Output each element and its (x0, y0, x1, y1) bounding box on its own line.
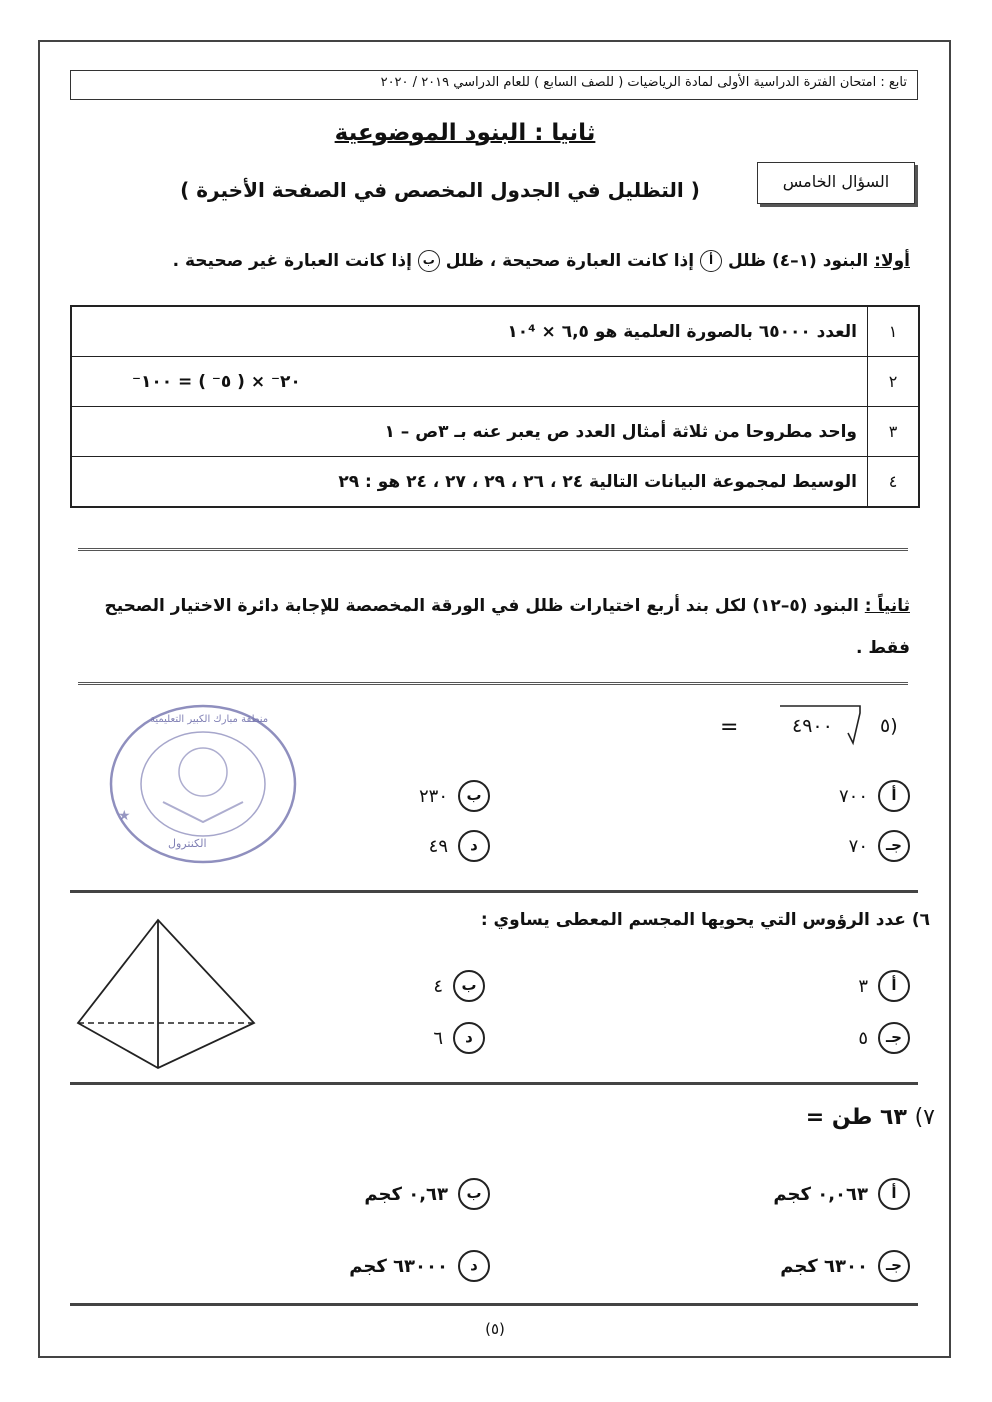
option-value: ٦٣٠٠٠ كجم (349, 1255, 448, 1277)
stamp-top-text: منطقة مبارك الكبير التعليمية (150, 714, 269, 725)
part1-prefix: أولا: (874, 251, 910, 271)
option-letter: ب (453, 970, 485, 1002)
option-letter: جـ (878, 830, 910, 862)
q7-text: ٦٣ طن = (805, 1105, 907, 1130)
table-row (71, 407, 919, 457)
option-value: ٤٩ (428, 835, 448, 857)
q5-option-c[interactable] (800, 830, 910, 862)
option-value: ٥ (858, 1027, 868, 1049)
item-text: واحد مطروحا من ثلاثة أمثال العدد ص يعبر عنه بـ ٣ص – ١ (71, 407, 868, 457)
q7-question (700, 1105, 935, 1130)
option-letter: أ (878, 780, 910, 812)
part1-instructions (80, 250, 910, 272)
item-number: ١ (868, 306, 920, 357)
option-letter: أ (878, 1178, 910, 1210)
divider (78, 682, 908, 685)
q7-option-d[interactable] (290, 1250, 490, 1282)
divider (70, 890, 918, 893)
q6-number: ٦) (911, 910, 930, 930)
part2-prefix: ثانياً : (864, 596, 910, 616)
q6-option-c[interactable] (830, 1022, 910, 1054)
divider (70, 1303, 918, 1306)
stamp-bottom-text: الكنترول (168, 837, 207, 850)
part1-text-a: البنود (١–٤) ظلل (727, 251, 869, 271)
option-letter: د (458, 1250, 490, 1282)
option-letter: أ (878, 970, 910, 1002)
option-value: ٤ (433, 975, 443, 997)
q7-option-c[interactable] (730, 1250, 910, 1282)
option-letter: جـ (878, 1022, 910, 1054)
square-root-expression (720, 705, 880, 745)
table-row (71, 357, 919, 407)
question-label-box (757, 162, 915, 204)
option-letter: ب (458, 780, 490, 812)
q6-option-b[interactable] (405, 970, 485, 1002)
option-value: ٧٠٠ (838, 785, 868, 807)
q6-question (450, 910, 930, 930)
part1-text-c: إذا كانت العبارة غير صحيحة . (172, 251, 412, 271)
svg-text:★: ★ (118, 808, 131, 824)
symbol-a-circle: أ (700, 250, 722, 272)
q5-number: ٥) (880, 715, 898, 737)
option-letter: د (458, 830, 490, 862)
q7-option-a[interactable] (730, 1178, 910, 1210)
pyramid-figure (76, 918, 261, 1073)
page-border (38, 40, 951, 1358)
option-value: ٦ (433, 1027, 443, 1049)
page-number: (٥) (485, 1320, 505, 1338)
section-title: ثانيا : البنود الموضوعية (334, 120, 596, 146)
table-row (71, 457, 919, 508)
item-number: ٤ (868, 457, 920, 508)
q6-text: عدد الرؤوس التي يحويها المجسم المعطى يساوي : (480, 910, 906, 930)
option-value: ٠,٦٣ كجم (364, 1183, 448, 1205)
symbol-b-circle: ب (418, 250, 440, 272)
item-text: العدد ٦٥٠٠٠ بالصورة العلمية هو ٦,٥ × ١٠⁴ (71, 306, 868, 357)
table-row (71, 306, 919, 357)
q5-option-a[interactable] (800, 780, 910, 812)
shading-note: ( التظليل في الجدول المخصص في الصفحة الأخيرة ) (180, 178, 700, 202)
item-number: ٣ (868, 407, 920, 457)
part1-text-b: إذا كانت العبارة صحيحة ، ظلل (445, 251, 695, 271)
option-value: ٠,٠٦٣ كجم (773, 1183, 868, 1205)
part2-text: البنود (٥–١٢) لكل بند أربع اختيارات ظلل في الورقة المخصصة للإجابة دائرة الاختيار الصحيح فقط . (104, 596, 910, 658)
true-false-table (70, 305, 920, 508)
question-label: السؤال الخامس (782, 172, 890, 191)
option-letter: جـ (878, 1250, 910, 1282)
item-text: ٢٠⁻ × ( ٥⁻ ) = ١٠٠⁻ (71, 357, 868, 407)
q5-option-b[interactable] (380, 780, 490, 812)
q7-number: ٧) (914, 1105, 935, 1130)
q5-option-d[interactable] (380, 830, 490, 862)
exam-header-text: تابع : امتحان الفترة الدراسية الأولى لمادة الرياضيات ( للصف السابع ) للعام الدراسي ٢٠١٩ / ٢٠٢٠ (380, 75, 907, 90)
pyramid-icon (76, 918, 261, 1073)
option-letter: ب (458, 1178, 490, 1210)
q6-option-a[interactable] (830, 970, 910, 1002)
divider (78, 548, 908, 551)
item-text: الوسيط لمجموعة البيانات التالية ٢٤ ، ٢٦ ، ٢٩ ، ٢٧ ، ٢٤ هو : ٢٩ (71, 457, 868, 508)
exam-header (70, 70, 918, 100)
option-value: ٢٣٠ (418, 785, 448, 807)
item-number: ٢ (868, 357, 920, 407)
equals-sign: = (720, 715, 739, 740)
q7-option-b[interactable] (320, 1178, 490, 1210)
option-value: ٦٣٠٠ كجم (780, 1255, 868, 1277)
divider (70, 1082, 918, 1085)
option-value: ٧٠ (848, 835, 868, 857)
part2-instructions (100, 585, 910, 669)
q6-option-d[interactable] (405, 1022, 485, 1054)
option-value: ٣ (858, 975, 868, 997)
option-letter: د (453, 1022, 485, 1054)
radicand: ٤٩٠٠ (792, 715, 833, 737)
official-stamp (108, 702, 298, 867)
